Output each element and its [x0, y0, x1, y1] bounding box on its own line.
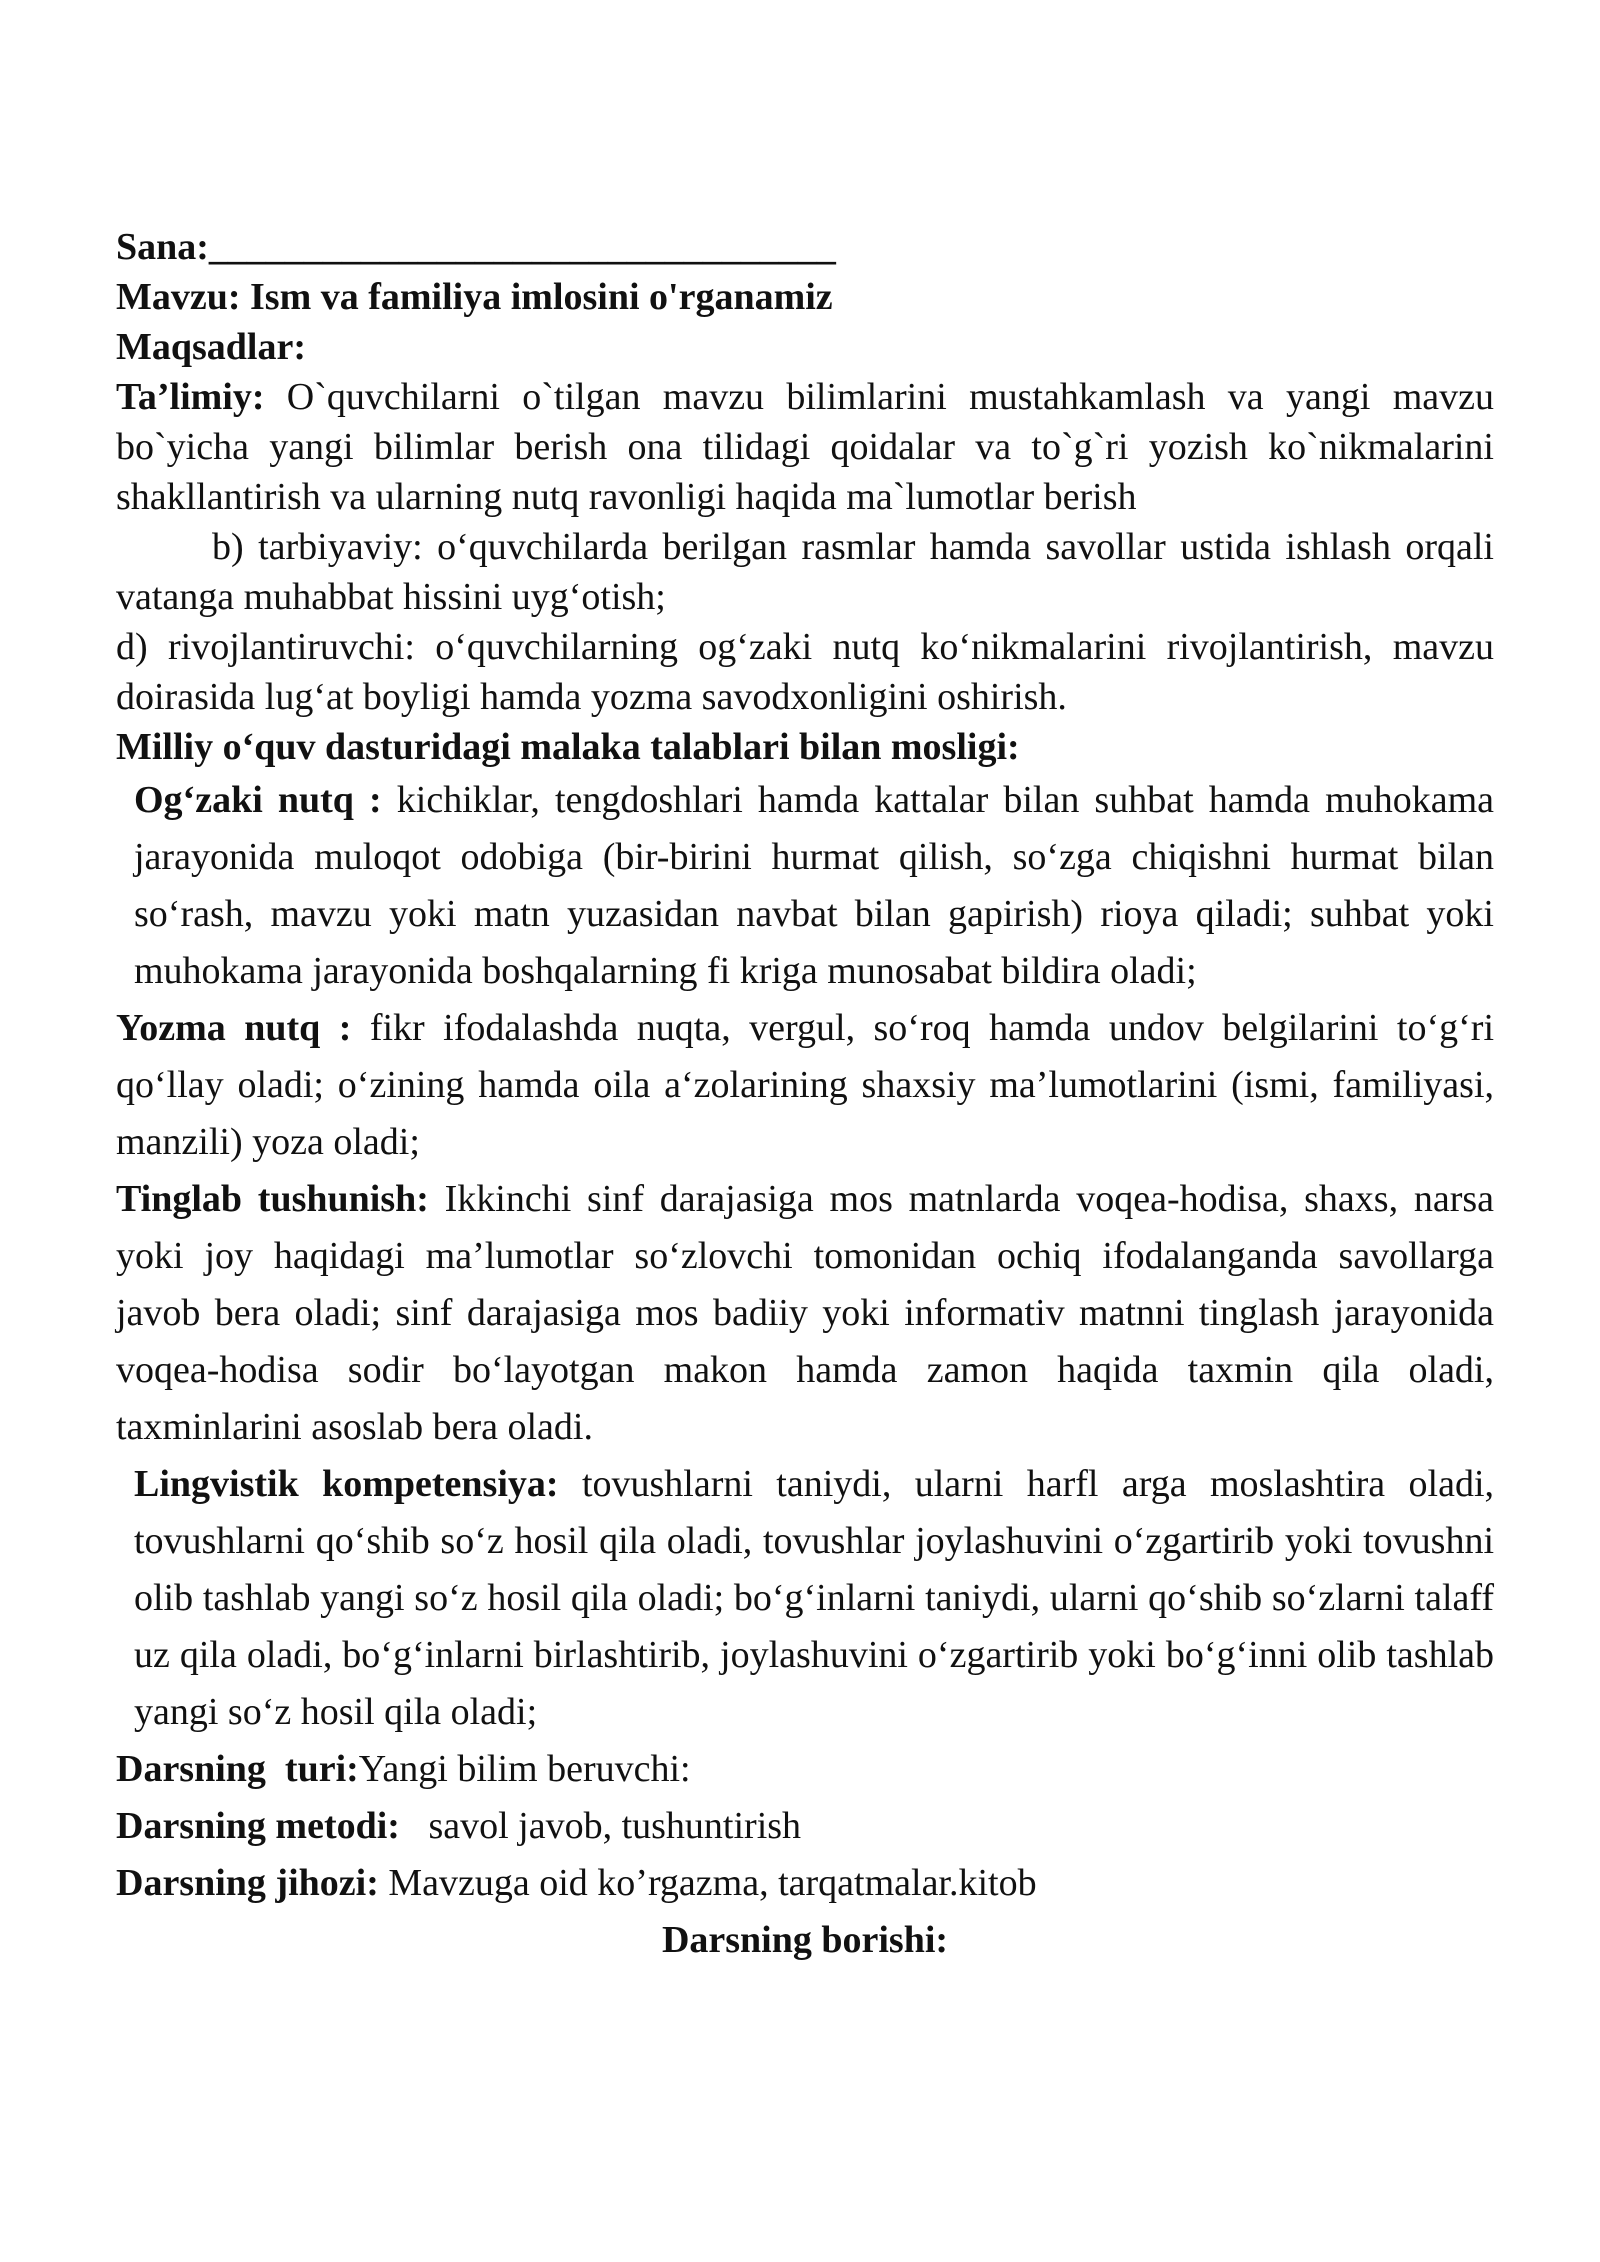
written-speech-section — [116, 1000, 1494, 1171]
topic-title: Mavzu: Ism va familiya imlosini o'rganamiz — [116, 276, 833, 318]
lesson-equipment-label: Darsning jihozi: — [116, 1862, 379, 1904]
oral-speech-label: Og‘zaki nutq : — [134, 779, 382, 821]
lesson-equipment-text: Mavzuga oid ko’rgazma, tarqatmalar.kitob — [378, 1862, 1037, 1904]
linguistic-section — [116, 1456, 1494, 1741]
lesson-progress-heading: Darsning borishi: — [661, 1919, 949, 1961]
lesson-plan-page — [116, 222, 1494, 1969]
linguistic-text: tovushlarni taniydi, ularni harfl arga moslashtira oladi, tovushlarni qo‘shib so‘z hosil qila oladi, tovushlar joylashuvini o‘zgartirib yoki tovushni olib tashlab yangi so‘z hosil qila oladi; bo‘g‘inlarni taniydi, ularni qo‘shib so‘zlarni talaff uz qila oladi, bo‘g‘inlarni birlashtirib, joylashuvini o‘zgartirib yoki bo‘g‘inni olib tashlab yangi so‘z hosil qila oladi; — [134, 1463, 1495, 1733]
written-speech-text: fikr ifodalashda nuqta, vergul, so‘roq hamda undov belgilarini to‘g‘ri qo‘llay oladi; o‘zining hamda oila a‘zolarining shaxsiy ma’lumotlarini (ismi, familiyasi, manzili) yoza oladi; — [116, 1007, 1494, 1163]
listening-text: Ikkinchi sinf darajasiga mos matnlarda voqea-hodisa, shaxs, narsa yoki joy haqidagi ma’lumotlar so‘zlovchi tomonidan ochiq ifodalanganda savollarga javob bera oladi; sinf darajasiga mos badiiy yoki informativ matnni tinglash jarayonida voqea-hodisa sodir bo‘layotgan makon hamda zamon haqida taxmin qila oladi, taxminlarini asoslab bera oladi. — [116, 1178, 1494, 1448]
lesson-method-line — [116, 1798, 1494, 1855]
lesson-type-text: Yangi bilim beruvchi: — [358, 1748, 691, 1790]
oral-speech-text: kichiklar, tengdoshlari hamda kattalar bilan suhbat hamda muhokama jarayonida muloqot odobiga (bir-birini hurmat qilish, so‘zga chiqishni hurmat bilan so‘rash, mavzu yoki matn yuzasidan navbat bilan gapirish) rioya qiladi; suhbat yoki muhokama jarayonida boshqalarning fi kriga munosabat bildira oladi; — [134, 779, 1494, 992]
listening-label: Tinglab tushunish: — [116, 1178, 429, 1220]
developmental-objective: d) rivojlantiruvchi: o‘quvchilarning og‘zaki nutq ko‘nikmalarini rivojlantirish, mavzu doirasida lug‘at boyligi hamda yozma savodxonligini oshirish. — [116, 626, 1494, 718]
lesson-type-line — [116, 1741, 1494, 1798]
educational-text: O`quvchilarni o`tilgan mavzu bilimlarini mustahkamlash va yangi mavzu bo`yicha yangi bilimlar berish ona tilidagi qoidalar va to`g`ri yozish ko`nikmalarini shakllantirish va ularning nutq ravonligi haqida ma`lumotlar berish — [116, 376, 1494, 518]
lesson-type-label: Darsning turi: — [116, 1748, 359, 1790]
date-line — [116, 222, 1494, 272]
date-label: Sana: — [116, 226, 209, 268]
lesson-equipment-line — [116, 1855, 1494, 1912]
educational-label: Ta’limiy: — [116, 376, 265, 418]
lesson-method-label: Darsning metodi: — [116, 1805, 400, 1847]
written-speech-label: Yozma nutq : — [116, 1007, 352, 1049]
oral-speech-section — [116, 772, 1494, 1000]
educational-objective — [116, 372, 1494, 522]
date-blank: _________________________________ — [208, 226, 836, 268]
curriculum-heading: Milliy o‘quv dasturidagi malaka talablari bilan mosligi: — [116, 726, 1020, 768]
lesson-method-text: savol javob, tushuntirish — [399, 1805, 802, 1847]
linguistic-label: Lingvistik kompetensiya: — [134, 1463, 559, 1505]
objectives-heading: Maqsadlar: — [116, 326, 306, 368]
listening-section — [116, 1171, 1494, 1456]
upbringing-objective: b) tarbiyaviy: o‘quvchilarda berilgan rasmlar hamda savollar ustida ishlash orqali vatanga muhabbat hissini uyg‘otish; — [116, 526, 1494, 618]
